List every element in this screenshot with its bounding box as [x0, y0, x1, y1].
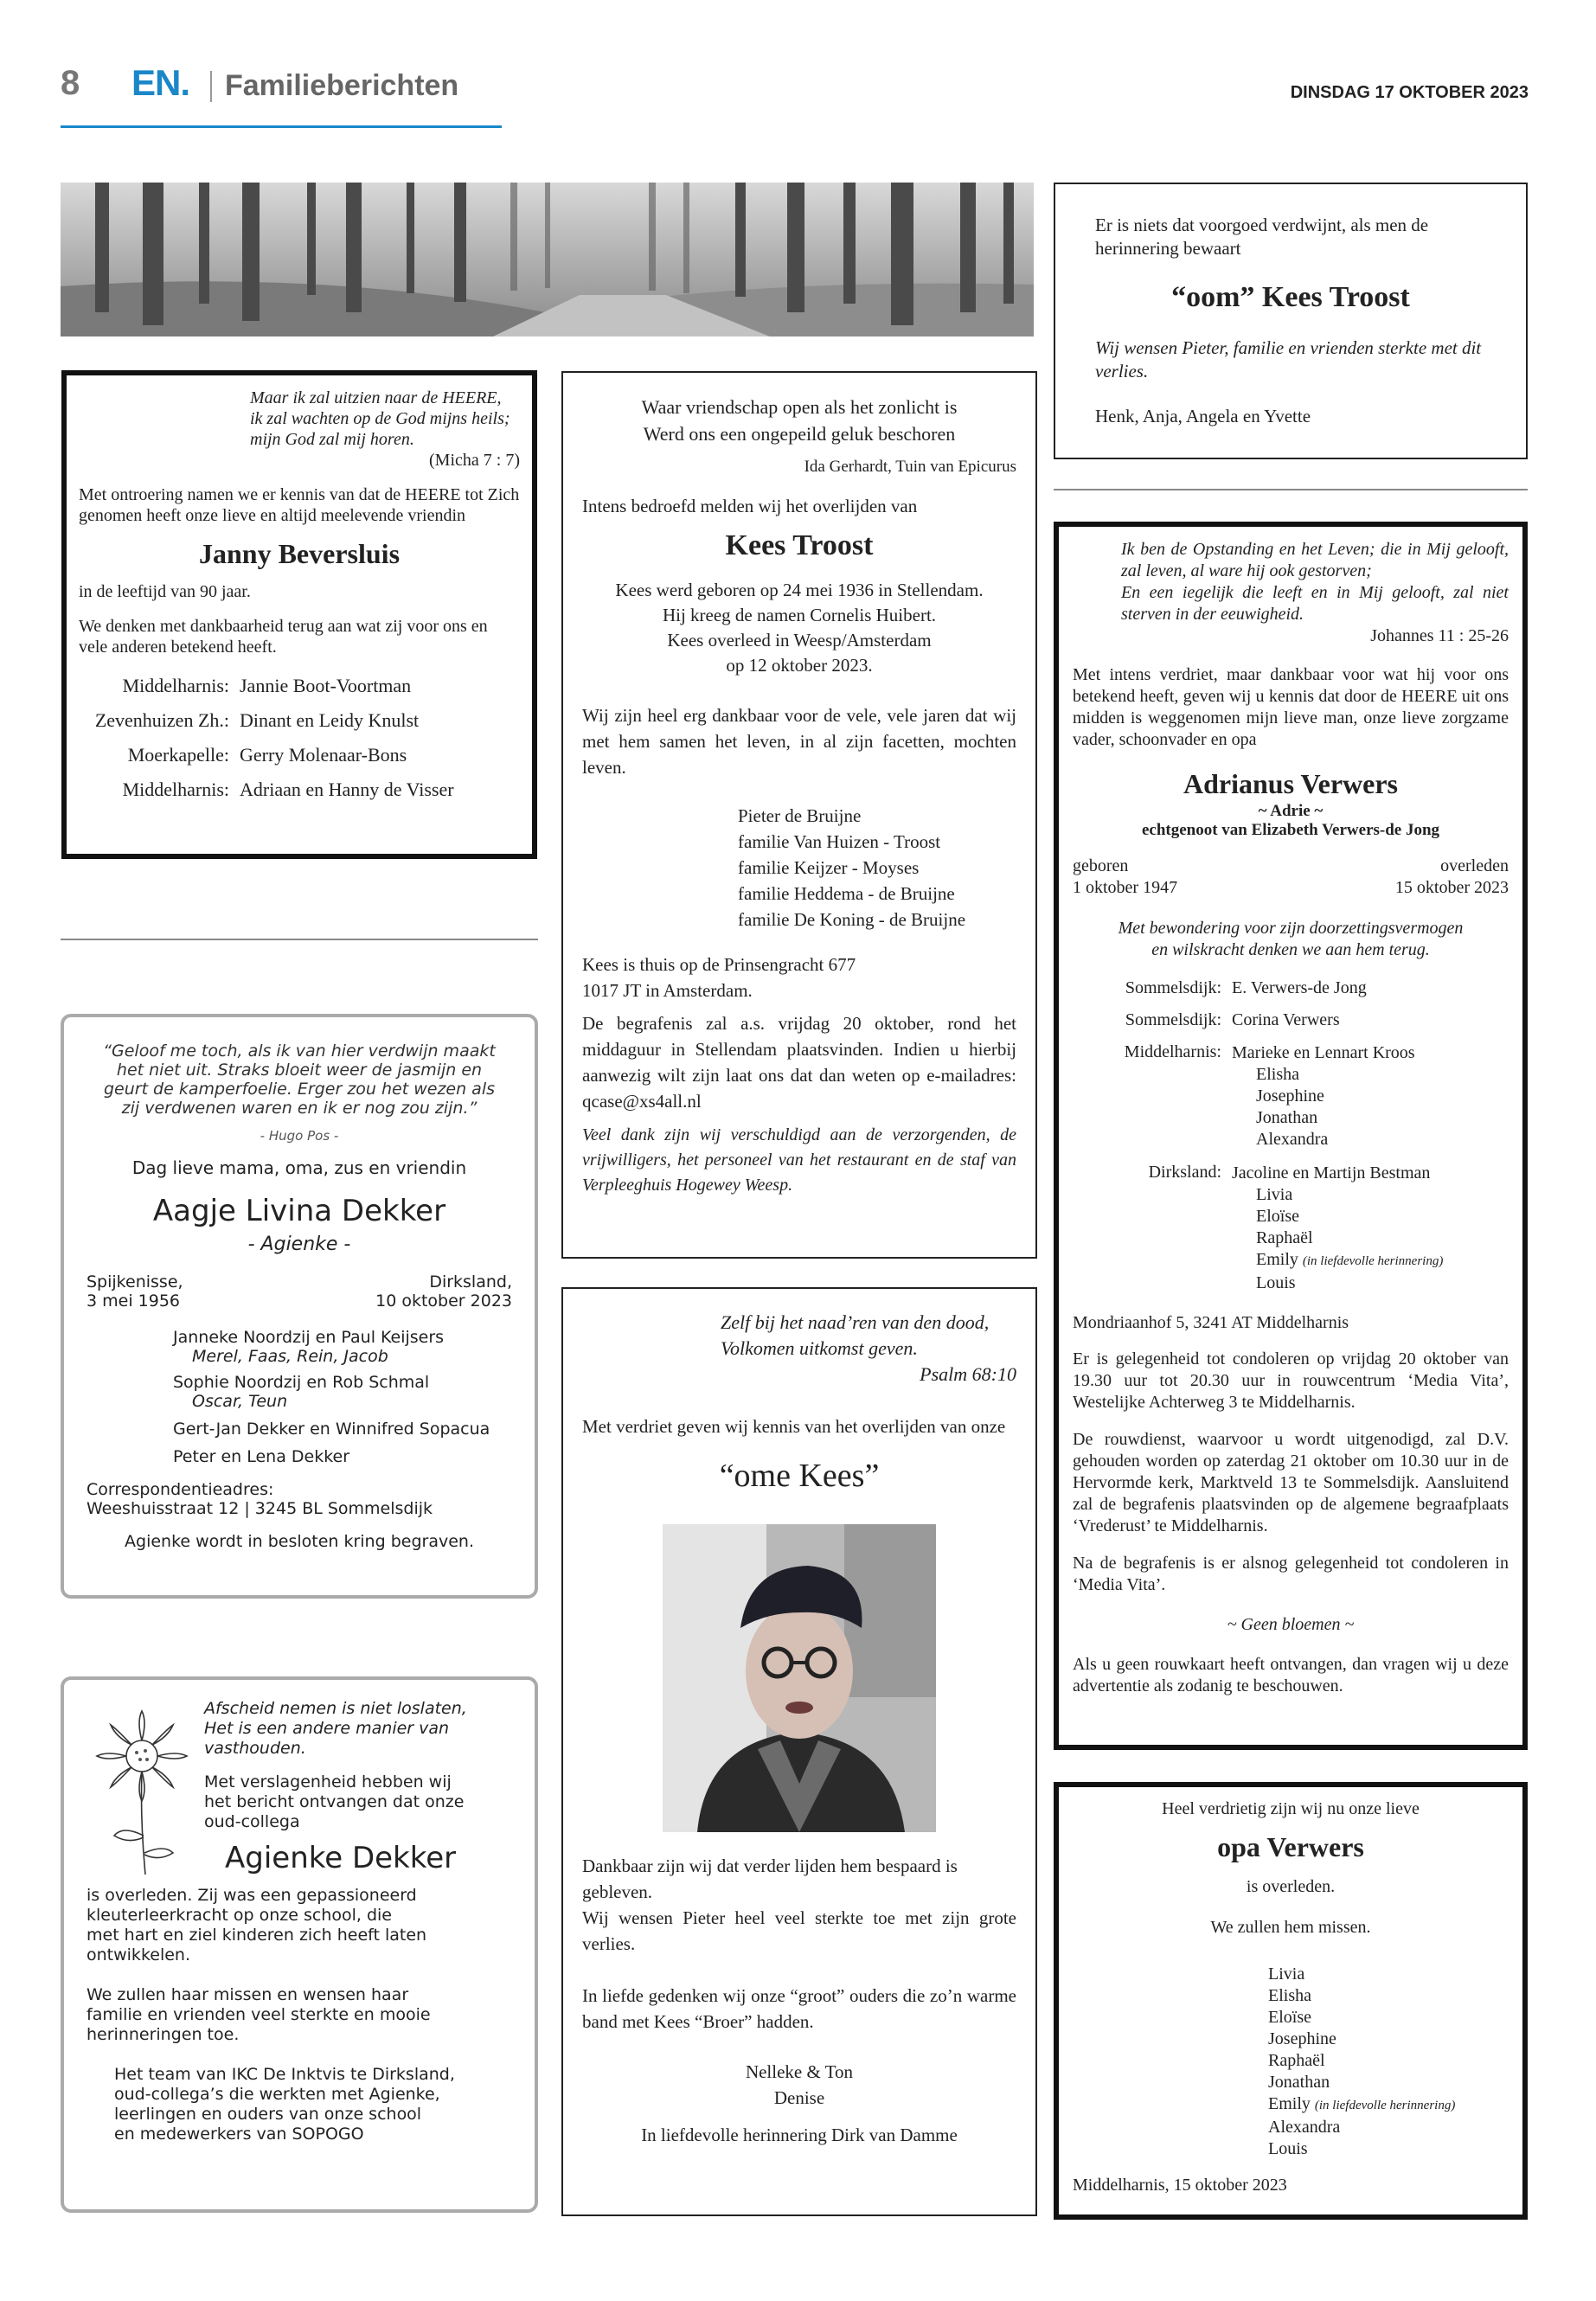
family-children: Oscar, Teun	[192, 1392, 288, 1411]
gratitude-text: Veel dank zijn wij verschuldigd aan de verzorgenden, de vrijwilligers, het personeel van het restaurant en de staf van Verpleeghuis Hogewey Weesp.	[582, 1125, 1016, 1195]
notice-ome-kees	[561, 1287, 1037, 2216]
intro-line: oud-collega	[204, 1812, 300, 1831]
deceased-name: Janny Beversluis	[198, 538, 401, 569]
memory-text: We denken met dankbaarheid terug aan wat zij voor ons en vele anderen betekend heeft.	[79, 617, 488, 657]
intro-text: Met intens verdriet, maar dankbaar voor wat hij voor ons betekend heeft, geven wij u kennis dat door de HEERE uit ons midden is weggenomen mijn lieve man, onze lieve zorgzame vader, schoonvader en opa	[1073, 665, 1509, 749]
born-date: 3 mei 1956	[87, 1292, 180, 1311]
family-member: Peter en Lena Dekker	[173, 1447, 350, 1466]
grandchild: Josephine	[1256, 1086, 1324, 1106]
signature-place: Middelharnis:	[122, 779, 229, 800]
quote-reference: Johannes 11 : 25-26	[1370, 626, 1509, 645]
family-place: Sommelsdijk:	[1125, 978, 1221, 997]
notice-kees-troost	[561, 371, 1037, 1259]
address-line: Kees is thuis op de Prinsengracht 677	[582, 954, 856, 975]
signed-line: oud-collega’s die werkten met Agienke,	[114, 2085, 440, 2104]
family-member: Janneke Noordzij en Paul Keijsers	[173, 1328, 445, 1347]
family-member: Sophie Noordzij en Rob Schmal	[173, 1373, 430, 1392]
service-text: De rouwdienst, waarvoor u wordt uitgenodigd, zal D.V. gehouden worden op zaterdag 21 oktober om 10.30 uur in de Hervormde kerk, Marktveld 13 te Sommelsdijk. Aansluitend zal de begrafenis plaatsvinden op de algemene begraafplaats ‘Vrederust’ te Middelharnis.	[1073, 1430, 1509, 1535]
notice-opa-verwers	[1054, 1782, 1528, 2220]
memory-note: (in liefdevolle herinnering)	[1302, 1254, 1444, 1268]
quote-line: Maar ik zal uitzien naar de HEERE,	[250, 388, 502, 407]
notice-verwers	[1054, 522, 1528, 1750]
condolence-text: Er is gelegenheid tot condoleren op vrijdag 20 oktober van 19.30 uur tot 20.30 uur in rouwcentrum ‘Media Vita’, Westelijke Achterweg 3 te Middelharnis.	[1073, 1349, 1509, 1412]
body-line: kleuterleerkracht op onze school, die	[87, 1906, 392, 1925]
family-place: Sommelsdijk:	[1125, 1010, 1221, 1029]
header-rule	[61, 125, 502, 128]
family-member: familie Heddema - de Bruijne	[738, 883, 955, 904]
thanks-text: Wij zijn heel erg dankbaar voor de vele, vele jaren dat wij met hem samen het leven, in al zijn facetten, mochten leven.	[582, 705, 1016, 778]
body-line: met hart en ziel kinderen zich heeft laten	[87, 1926, 427, 1945]
signed-line: Denise	[773, 2087, 825, 2108]
admiration-line: Met bewondering voor zijn doorzettingsvermogen	[1118, 919, 1464, 938]
in-memory-text: In liefdevolle herinnering Dirk van Damme	[641, 2125, 958, 2145]
born-date: 1 oktober 1947	[1073, 878, 1178, 897]
address-text: Mondriaanhof 5, 3241 AT Middelharnis	[1073, 1313, 1349, 1332]
died-date: 10 oktober 2023	[375, 1292, 512, 1311]
family-member: E. Verwers-de Jong	[1232, 978, 1367, 997]
died-label: overleden	[1440, 856, 1509, 875]
quote-line: Ik ben de Opstanding en het Leven; die in Mij gelooft, zal leven, al ware hij ook gestorven;	[1121, 540, 1509, 580]
intro-line: Met verslagenheid hebben wij	[204, 1772, 452, 1791]
notice-beversluis	[61, 370, 537, 859]
grandchild-emily	[1256, 1249, 1443, 1272]
quote-reference: Psalm 68:10	[920, 1363, 1016, 1385]
quote-line: En een iegelijk die leeft en in Mij gelooft, zal niet sterven in der eeuwigheid.	[1121, 583, 1509, 624]
signed-text: Henk, Anja, Angela en Yvette	[1095, 406, 1311, 426]
signed-line: Het team van IKC De Inktvis te Dirksland,	[114, 2065, 455, 2084]
signature-names: Dinant en Leidy Knulst	[240, 709, 420, 731]
grandchild: Elisha	[1256, 1065, 1299, 1084]
family-member: Marieke en Lennart Kroos	[1232, 1043, 1415, 1062]
deceased-name: “oom” Kees Troost	[1171, 281, 1410, 313]
family-place: Dirksland:	[1148, 1163, 1221, 1182]
grandchildren-list	[1268, 1964, 1509, 2160]
grandchild-emily	[1268, 2093, 1509, 2117]
correspondence-label: Correspondentieadres:	[87, 1480, 274, 1499]
bio-line: Hij kreeg de namen Cornelis Huibert.	[662, 605, 937, 625]
family-table	[1073, 978, 1443, 1306]
deceased-name: Adrianus Verwers	[1183, 768, 1398, 799]
body-line: ontwikkelen.	[87, 1945, 191, 1965]
family-member: familie Van Huizen - Troost	[738, 831, 941, 852]
quote-line: Afscheid nemen is niet loslaten,	[204, 1699, 467, 1718]
deceased-name: opa Verwers	[1217, 1831, 1364, 1862]
header-divider	[210, 71, 212, 102]
signed-line: leerlingen en ouders van onze school	[114, 2105, 422, 2124]
quote-line: ik zal wachten op de God mijns heils;	[250, 409, 510, 428]
signature-names: Adriaan en Hanny de Visser	[240, 779, 454, 800]
notice-dekker-school	[61, 1676, 538, 2213]
grandchild: Louis	[1268, 2139, 1308, 2158]
quote-text: Er is niets dat voorgoed verdwijnt, als men de herinnering bewaart	[1095, 215, 1429, 259]
grandchild: Jonathan	[1268, 2073, 1330, 2092]
age-text: in de leeftijd van 90 jaar.	[79, 582, 251, 601]
died-date: 15 oktober 2023	[1394, 878, 1509, 897]
column-separator	[1054, 489, 1528, 490]
notice-dekker	[61, 1014, 538, 1599]
grandchild: Livia	[1268, 1965, 1305, 1984]
signed-line: Nelleke & Ton	[745, 2061, 854, 2082]
family-children: Merel, Faas, Rein, Jacob	[192, 1347, 388, 1366]
signature-names: Gerry Molenaar-Bons	[240, 744, 407, 766]
signature-place: Zevenhuizen Zh.:	[94, 709, 229, 731]
born-label: geboren	[1073, 856, 1129, 875]
grandchild: Eloïse	[1256, 1207, 1299, 1226]
quote-reference: (Micha 7 : 7)	[429, 451, 520, 470]
grateful-text: Dankbaar zijn wij dat verder lijden hem bespaard is gebleven.	[582, 1856, 958, 1902]
wish-text: Wij wensen Pieter, familie en vrienden sterkte met dit verlies.	[1095, 337, 1482, 381]
born-place: Spijkenisse,	[87, 1272, 183, 1292]
poem-line: Waar vriendschap open als het zonlicht is	[641, 396, 958, 418]
grandchild: Alexandra	[1256, 1130, 1329, 1149]
intro-text: Intens bedroefd melden wij het overlijden van	[582, 496, 918, 516]
intro-line: het bericht ontvangen dat onze	[204, 1792, 465, 1811]
memory-text: In liefde gedenken wij onze “groot” ouders die zo’n warme band met Kees “Broer” hadden.	[582, 1985, 1016, 2032]
funeral-text: De begrafenis zal a.s. vrijdag 20 oktober, rond het middaguur in Stellendam plaatsvinden. Indien u hierbij aanwezig wilt zijn laat ons dat dan weten op e-mailadres: qcase@xs4all.nl	[582, 1013, 1016, 1112]
deceased-name: Agienke Dekker	[225, 1841, 457, 1875]
quote-line: Zelf bij het naad’ren van den dood,	[721, 1311, 990, 1333]
portrait-photo	[663, 1524, 936, 1832]
grandchild: Eloïse	[1268, 2008, 1311, 2027]
quote-author: - Hugo Pos -	[260, 1128, 339, 1144]
after-text: Na de begrafenis is er alsnog gelegenheid tot condoleren in ‘Media Vita’.	[1073, 1554, 1509, 1594]
card-text: Als u geen rouwkaart heeft ontvangen, dan vragen wij u deze advertentie als zodanig te beschouwen.	[1073, 1655, 1509, 1695]
family-member: Jacoline en Martijn Bestman	[1232, 1163, 1431, 1183]
place-date: Middelharnis, 15 oktober 2023	[1073, 2176, 1287, 2195]
deceased-text: is overleden.	[1246, 1877, 1336, 1896]
publication-logo: EN.	[131, 62, 190, 103]
grandchild: Raphaël	[1268, 2051, 1325, 2070]
grandchild: Louis	[1256, 1273, 1296, 1292]
grandchild: Emily	[1256, 1250, 1298, 1269]
intro-text: Met verdriet geven wij kennis van het overlijden van onze	[582, 1416, 1006, 1437]
family-member: Gert-Jan Dekker en Winnifred Sopacua	[173, 1420, 490, 1439]
intro-text: Met ontroering namen we er kennis van dat de HEERE tot Zich genomen heeft onze lieve en altijd meelevende vriendin	[79, 485, 520, 525]
section-title: Familieberichten	[225, 69, 459, 102]
flowers-text: ~ Geen bloemen ~	[1227, 1615, 1355, 1634]
family-member: Pieter de Bruijne	[738, 805, 862, 826]
quote-line: Het is een andere manier van	[204, 1719, 450, 1738]
address-line: 1017 JT in Amsterdam.	[582, 980, 753, 1001]
strength-text: Wij wensen Pieter heel veel sterkte toe met zijn grote verlies.	[582, 1907, 1016, 1954]
burial-text: Agienke wordt in besloten kring begraven.	[125, 1532, 474, 1551]
spouse: echtgenoot van Elizabeth Verwers-de Jong	[1141, 821, 1440, 839]
grandchild: Alexandra	[1268, 2118, 1341, 2137]
poem-author: Ida Gerhardt, Tuin van Epicurus	[804, 458, 1016, 476]
notice-oom-kees	[1054, 183, 1528, 459]
signatures	[79, 675, 454, 813]
forest-photo	[61, 183, 1034, 336]
bio-line: op 12 oktober 2023.	[726, 655, 873, 676]
sunflower-icon	[88, 1706, 201, 1882]
signed-line: en medewerkers van SOPOGO	[114, 2125, 364, 2144]
quote-line: mijn God zal mij horen.	[250, 430, 414, 449]
grandchild: Jonathan	[1256, 1108, 1318, 1127]
grandchild: Elisha	[1268, 1986, 1311, 2005]
nickname: ~ Adrie ~	[1258, 802, 1324, 820]
memory-note: (in liefdevolle herinnering)	[1314, 2099, 1456, 2112]
correspondence-address: Weeshuisstraat 12 | 3245 BL Sommelsdijk	[87, 1499, 433, 1518]
bio-line: Kees werd geboren op 24 mei 1936 in Stellendam.	[615, 580, 984, 600]
body-line: We zullen haar missen en wensen haar	[87, 1985, 409, 2004]
family-list	[173, 1328, 512, 1466]
page-number: 8	[61, 64, 80, 102]
grandchild: Josephine	[1268, 2029, 1336, 2048]
signature-place: Middelharnis:	[122, 675, 229, 696]
signature-names: Jannie Boot-Voortman	[240, 675, 412, 696]
family-place: Middelharnis:	[1124, 1042, 1221, 1061]
column-separator	[61, 939, 538, 940]
body-line: is overleden. Zij was een gepassioneerd	[87, 1886, 417, 1905]
signature-place: Moerkapelle:	[127, 744, 229, 766]
grandchild: Livia	[1256, 1185, 1293, 1204]
grandchild: Emily	[1268, 2094, 1311, 2113]
grandchild: Raphaël	[1256, 1228, 1313, 1247]
body-line: herinneringen toe.	[87, 2025, 240, 2044]
quote-line: vasthouden.	[204, 1739, 306, 1758]
family-member: familie Keijzer - Moyses	[738, 857, 920, 878]
died-place: Dirksland,	[429, 1272, 512, 1292]
nickname: - Agienke -	[247, 1234, 351, 1255]
family-member: familie De Koning - de Bruijne	[738, 909, 966, 930]
deceased-name: “ome Kees”	[719, 1458, 880, 1494]
deceased-name: Kees Troost	[725, 529, 874, 561]
quote-line: Volkomen uitkomst geven.	[721, 1337, 918, 1359]
quote-text: “Geloof me toch, als ik van hier verdwijn maakt het niet uit. Straks bloeit weer de jasmijn en geurt de kamperfoelie. Erger zou het wezen als zij verdwenen waren en ik er nog zou zijn.”	[103, 1042, 496, 1118]
intro-text: Dag lieve mama, oma, zus en vriendin	[131, 1157, 467, 1178]
body-line: familie en vrienden veel sterkte en mooie	[87, 2005, 431, 2024]
family-member: Corina Verwers	[1232, 1010, 1340, 1029]
bio-line: Kees overleed in Weesp/Amsterdam	[667, 630, 932, 651]
admiration-line: en wilskracht denken we aan hem terug.	[1151, 940, 1430, 959]
deceased-name: Aagje Livina Dekker	[152, 1194, 446, 1228]
poem-line: Werd ons een ongepeild geluk beschoren	[643, 423, 956, 445]
intro-text: Heel verdrietig zijn wij nu onze lieve	[1162, 1799, 1420, 1818]
miss-text: We zullen hem missen.	[1210, 1918, 1371, 1937]
issue-date: DINSDAG 17 OKTOBER 2023	[1290, 83, 1529, 102]
